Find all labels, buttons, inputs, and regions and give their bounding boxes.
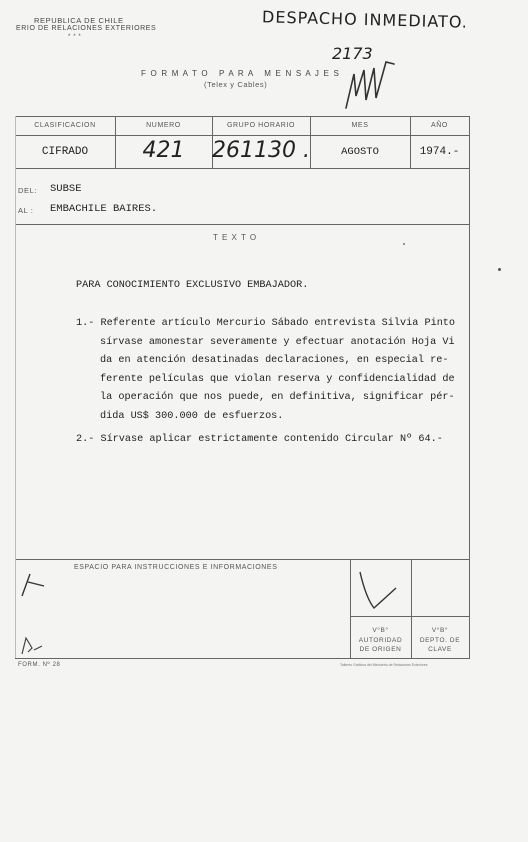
header-ano: AÑO — [431, 122, 448, 129]
initials-mark-bottom — [18, 634, 46, 656]
value-ano: 1974.- — [419, 146, 460, 158]
value-mes: AGOSTO — [341, 146, 379, 158]
del-label: DEL: — [18, 186, 38, 195]
value-grupo-horario: 261130 . — [212, 138, 310, 163]
del-value: SUBSE — [50, 183, 82, 195]
vb-origin-sub1: AUTORIDAD — [358, 637, 403, 644]
paper-dot — [498, 268, 501, 271]
header-mes: MES — [351, 122, 369, 129]
signature-check-vb — [356, 568, 402, 612]
item-1-line: 1.- Referente artículo Mercurio Sábado entrevista Silvia Pinto — [76, 318, 456, 329]
item-1-line: sírvase amonestar severamente y efectuar anotación Hoja Vi — [100, 336, 455, 348]
header-numero: NUMERO — [146, 122, 181, 129]
item-1-line: da en atención desatinadas declaraciones, en especial re- — [100, 355, 449, 367]
item-1-line: la operación que nos puede, en definitiva, significar pér- — [100, 392, 455, 404]
vb-origin-label: V°B° — [372, 627, 389, 634]
value-numero: 421 — [142, 138, 185, 163]
republic-heading: REPUBLICA DE CHILE — [34, 16, 124, 25]
handwritten-stamp: DESPACHO INMEDIATO. — [261, 7, 469, 32]
header-clasificacion: CLASIFICACION — [34, 122, 96, 129]
vb-clave-sub2: CLAVE — [428, 646, 452, 653]
handwritten-ref-number: 2173 — [332, 44, 373, 63]
initials-mark-left — [18, 570, 48, 600]
form-number: FORM. Nº 28 — [18, 662, 61, 668]
header-grupo-horario: GRUPO HORARIO — [226, 122, 296, 129]
item-2: 2.- Sírvase aplicar estrictamente contenido Circular Nº 64.- — [76, 434, 443, 445]
form-subtitle: (Telex y Cables) — [204, 80, 268, 89]
al-value: EMBACHILE BAIRES. — [50, 203, 158, 215]
section-title-texto: T E X T O — [213, 233, 258, 242]
instructions-label: ESPACIO PARA INSTRUCCIONES E INFORMACIONES — [74, 564, 278, 571]
item-1-line: ferente películas que violan reserva y confidencialidad de — [100, 373, 455, 385]
paper-dot — [403, 243, 405, 245]
ministry-heading: ERIO DE RELACIONES EXTERIORES — [16, 25, 157, 32]
vb-clave-sub1: DEPTO. DE — [419, 637, 461, 644]
header-stars: * * * — [68, 34, 82, 40]
signature-scribble — [340, 56, 400, 116]
item-1 — [76, 315, 455, 427]
intro-line: PARA CONOCIMIENTO EXCLUSIVO EMBAJADOR. — [76, 280, 309, 291]
vb-clave-label: V°B° — [431, 627, 449, 634]
vb-origin-sub2: DE ORIGEN — [359, 646, 402, 653]
item-1-line: dida US$ 300.000 de esfuerzos. — [100, 410, 284, 422]
printer-imprint: Talleres Gráficos del Ministerio de Relaciones Exteriores — [340, 663, 428, 667]
form-title: F O R M A T O P A R A M E N S A J E S — [141, 69, 341, 78]
al-label: AL : — [18, 206, 34, 215]
value-clasificacion: CIFRADO — [41, 146, 89, 158]
